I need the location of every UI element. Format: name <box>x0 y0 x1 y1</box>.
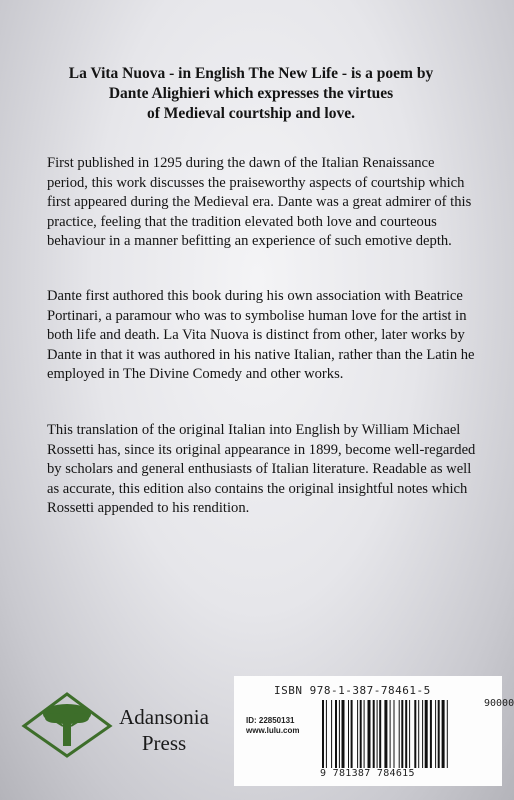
publisher-name <box>104 704 224 756</box>
barcode-stripe <box>335 700 337 768</box>
barcode-stripe <box>430 700 432 768</box>
barcode-stripe <box>405 700 407 768</box>
isbn-label: ISBN 978-1-387-78461-5 <box>274 684 431 697</box>
lulu-id-label: ID: 22850131 <box>246 716 295 725</box>
lulu-site: www.lulu.com <box>246 726 300 735</box>
headline-blurb <box>40 64 462 124</box>
barcode-stripe <box>425 700 428 768</box>
barcode-stripe <box>339 700 340 768</box>
barcode-stripe <box>322 700 324 768</box>
headline-line-3: of Medieval courtship and love. <box>147 105 355 122</box>
barcode-stripe <box>342 700 345 768</box>
barcode-stripe <box>379 700 381 768</box>
barcode-stripe <box>435 700 436 768</box>
barcode-addon-digits: 90000 <box>484 698 514 709</box>
barcode-stripe <box>422 700 423 768</box>
barcode-stripe <box>326 700 327 768</box>
lulu-id <box>246 716 299 736</box>
barcode-stripe <box>390 700 391 768</box>
barcode-stripe <box>442 700 445 768</box>
baobab-tree-icon <box>22 692 112 758</box>
barcode-stripe <box>351 700 353 768</box>
barcode-stripe <box>399 700 400 768</box>
barcode-stripe <box>401 700 403 768</box>
barcode-stripe <box>368 700 371 768</box>
barcode-stripe <box>373 700 375 768</box>
isbn-barcode-box <box>234 676 514 786</box>
barcode-stripe <box>364 700 365 768</box>
headline-line-2: Dante Alighieri which expresses the virtues <box>108 85 394 102</box>
barcode-digits: 9 781387 784615 <box>320 768 415 779</box>
barcode-stripe <box>447 700 448 768</box>
description-paragraph-2: Dante first authored this book during his own association with Beatrice Portinari, a paramour who was to symbolise human love for the artist in both life and death. La Vita Nuova is distinct from other, later works by Dante in that it was authored in his native Italian, rather than the Latin he employed in The Divine Comedy and other works. <box>47 288 475 383</box>
headline-line-1: La Vita Nuova - in English The New Life - is a poem by <box>68 65 434 82</box>
barcode-stripe <box>394 700 395 768</box>
barcode-stripe <box>348 700 349 768</box>
barcode-bars <box>322 700 502 768</box>
publisher-line-2: Press <box>141 731 187 755</box>
barcode-stripe <box>357 700 358 768</box>
publisher-line-1: Adansonia <box>119 705 209 729</box>
barcode-stripe <box>438 700 440 768</box>
barcode-stripe <box>331 700 332 768</box>
barcode-stripe <box>360 700 362 768</box>
description-paragraph-3: This translation of the original Italian into English by William Michael Rossetti has, since its original appearance in 1899, become well-regarded by scholars and general enthusiasts of Italian literature. Readable as well as accurate, this edition also contains the original insightful notes which Rossetti appended to his rendition. <box>47 422 476 517</box>
barcode-stripe <box>384 700 387 768</box>
barcode-stripe <box>409 700 410 768</box>
description-paragraph-1: First published in 1295 during the dawn of the Italian Renaissance period, this work discusses the praiseworthy aspects of courtship which first appeared during the Medieval era. Dante was a great admirer of this practice, feeling that the tradition elevated both love and courteous behaviour in a manner befitting an experience of such emotive depth. <box>47 155 472 250</box>
barcode-stripe <box>414 700 416 768</box>
barcode-stripe <box>377 700 378 768</box>
barcode-stripe <box>418 700 419 768</box>
